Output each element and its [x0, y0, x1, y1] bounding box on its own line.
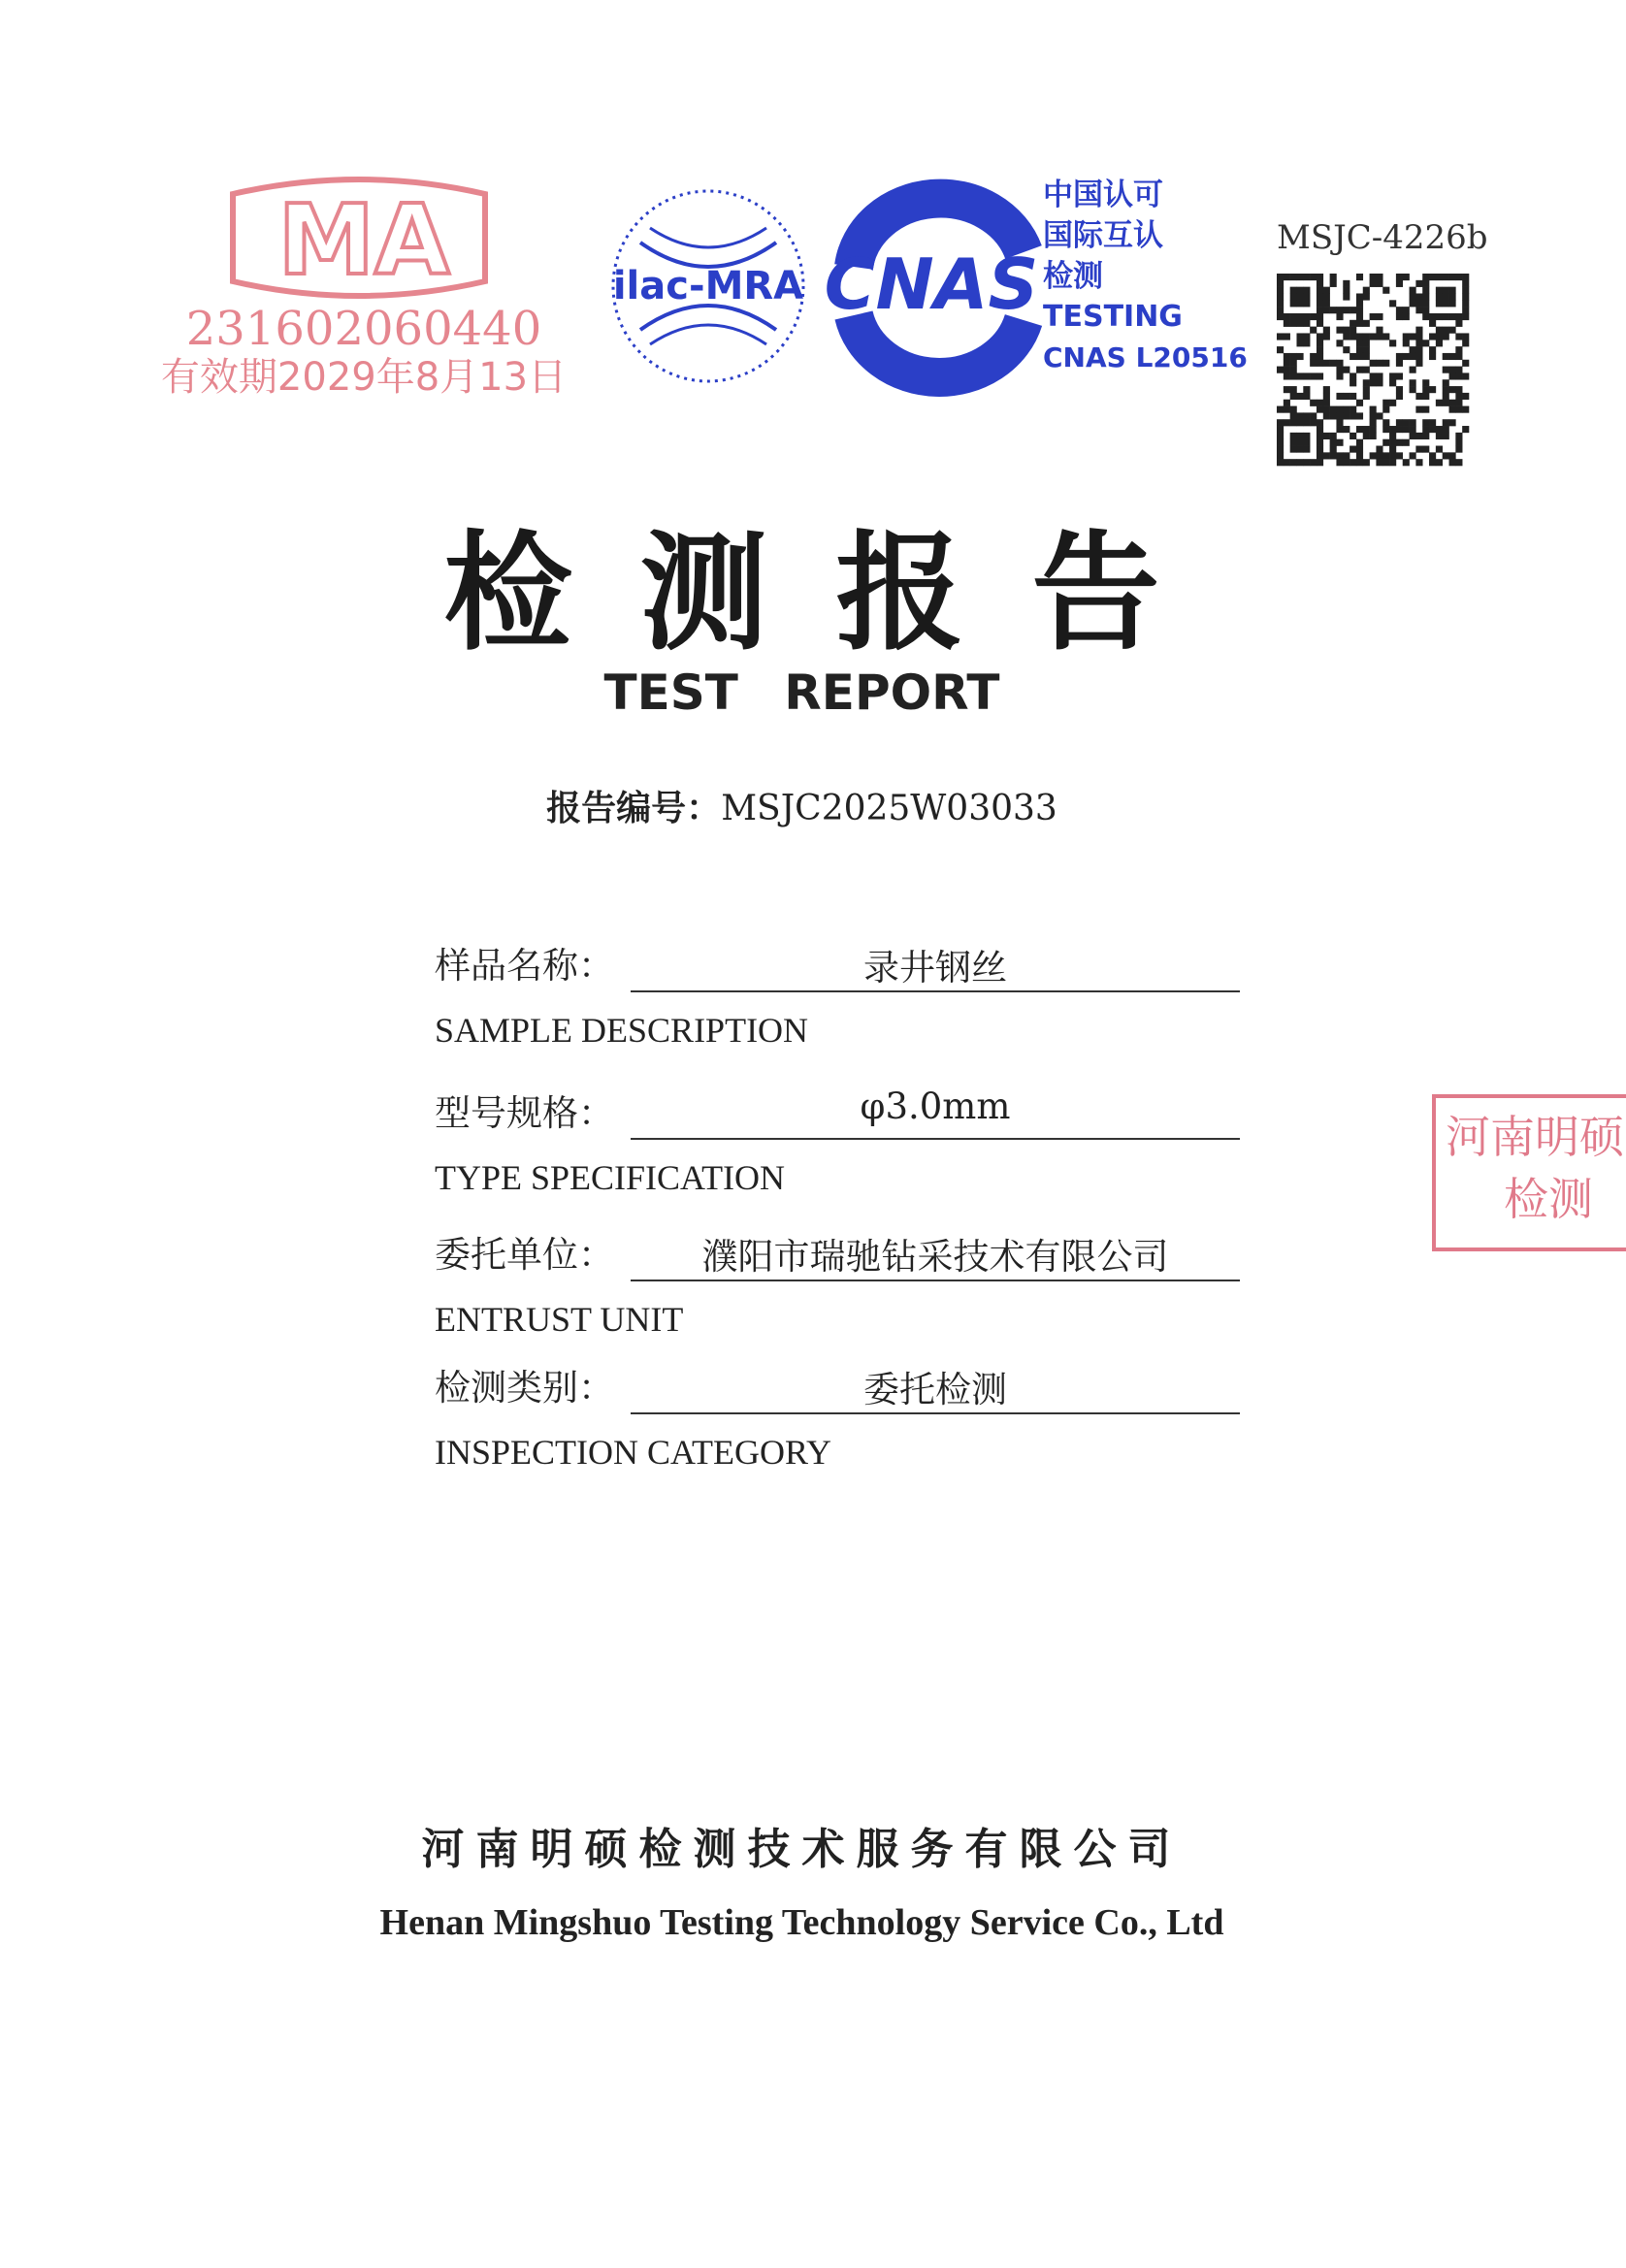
qr-code-icon: [1277, 274, 1469, 466]
field-underline: [631, 1138, 1240, 1140]
field-en-label: ENTRUST UNIT: [435, 1300, 684, 1339]
report-title-en: TEST REPORT: [603, 664, 1000, 721]
cnas-logo-icon: [815, 184, 1048, 388]
cnas-cn-line3: 检测: [1043, 259, 1103, 294]
cnas-text-block: [1043, 175, 1248, 378]
field-value: 录井钢丝: [863, 947, 1007, 988]
cnas-cn-line1: 中国认可: [1043, 178, 1163, 212]
cma-number: 231602060440: [185, 302, 542, 356]
field-value: φ3.0mm: [860, 1085, 1011, 1127]
report-title-cn: 检测报告: [443, 518, 1228, 668]
ilac-text: ilac-MRA: [612, 264, 804, 308]
field-cn-label: 检测类别：: [435, 1367, 614, 1409]
field-cn-label: 型号规格：: [435, 1092, 614, 1134]
field-underline: [631, 990, 1240, 992]
cma-validity: 有效期2029年8月13日: [160, 355, 568, 400]
side-seal-stamp: [1432, 1094, 1626, 1251]
cnas-cn-line2: 国际互认: [1043, 218, 1163, 253]
field-cn-label: 样品名称：: [435, 945, 614, 987]
field-en-label: SAMPLE DESCRIPTION: [435, 1011, 809, 1050]
report-number-label: 报告编号：: [546, 789, 722, 828]
cnas-en-line2: CNAS L20516: [1043, 341, 1248, 373]
qr-code-label: MSJC-4226b: [1277, 218, 1488, 257]
cnas-logo: [815, 184, 1048, 388]
side-stamp-line1: 河南明硕: [1446, 1111, 1624, 1163]
cnas-en-line1: TESTING: [1043, 300, 1183, 334]
cma-logo-icon: [160, 175, 568, 407]
side-stamp-line2: 检测: [1504, 1173, 1593, 1225]
cnas-logo-text: CNAS: [824, 243, 1039, 325]
cma-logo-text: MA: [277, 183, 450, 297]
report-number: [0, 781, 1604, 830]
field-underline: [631, 1412, 1240, 1414]
ilac-globe-icon: [606, 184, 810, 388]
field-en-label: TYPE SPECIFICATION: [435, 1158, 786, 1197]
company-name-cn: 河南明硕检测技术服务有限公司: [421, 1825, 1183, 1874]
report-number-value: MSJC2025W03033: [721, 789, 1057, 828]
ilac-mra-logo: [606, 184, 810, 388]
field-cn-label: 委托单位：: [435, 1234, 614, 1276]
field-value: 濮阳市瑞驰钻采技术有限公司: [701, 1236, 1169, 1278]
company-name-en: Henan Mingshuo Testing Technology Service Co., Ltd: [379, 1902, 1224, 1943]
cma-stamp: [160, 175, 568, 407]
field-en-label: INSPECTION CATEGORY: [435, 1433, 832, 1472]
field-value: 委托检测: [863, 1369, 1007, 1410]
field-underline: [631, 1280, 1240, 1281]
